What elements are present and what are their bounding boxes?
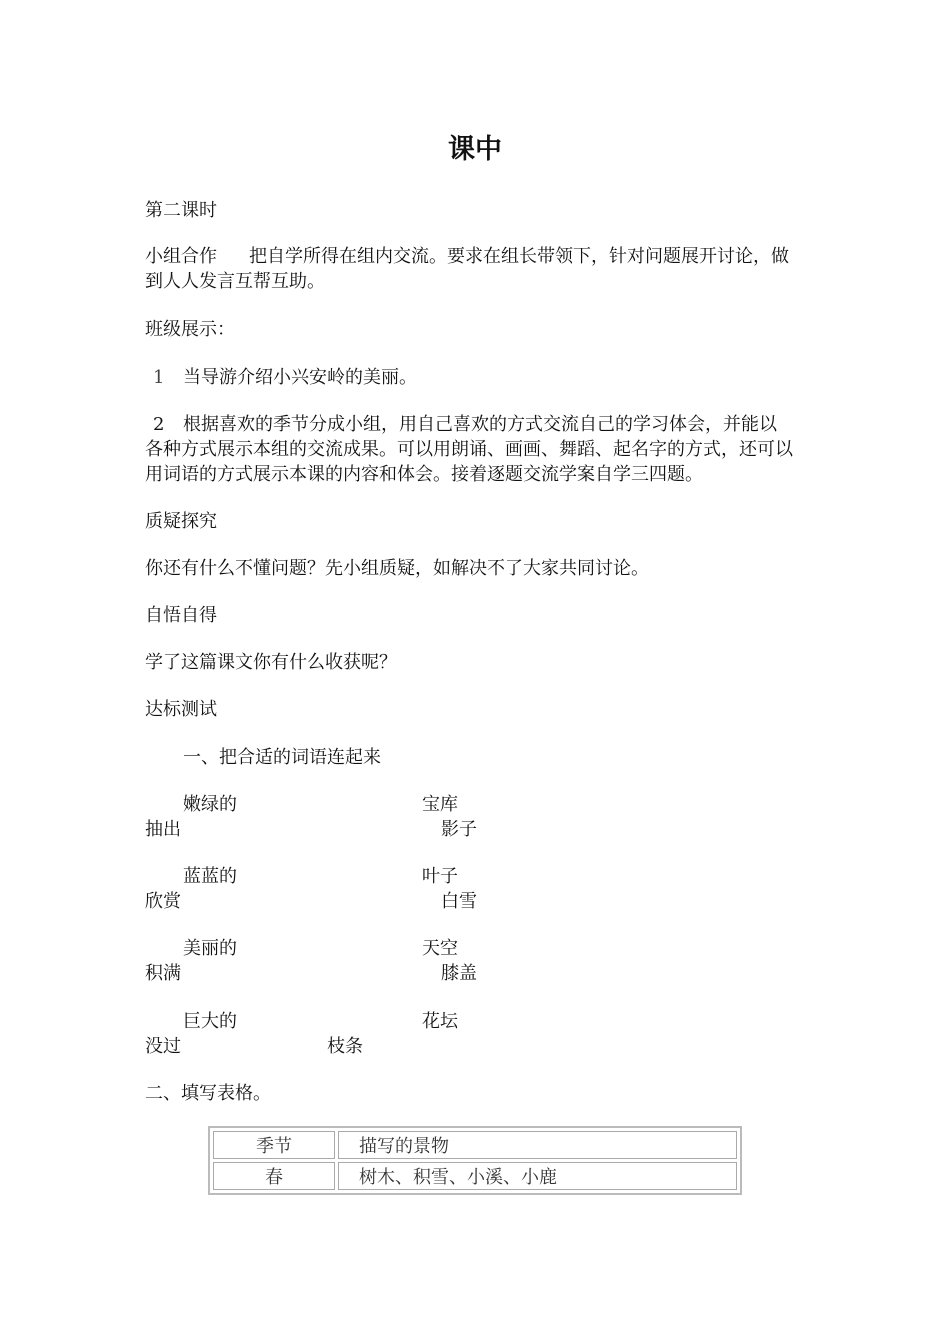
match-word: 积满 bbox=[145, 963, 181, 984]
match-word: 天空 bbox=[422, 938, 458, 959]
match-word: 蓝蓝的 bbox=[183, 866, 237, 887]
season-table bbox=[208, 1126, 742, 1195]
match-word: 欣赏 bbox=[145, 891, 181, 912]
group-work-text-line2: 到人人发言互帮互助。 bbox=[145, 271, 325, 292]
match-word: 没过 bbox=[145, 1036, 181, 1057]
reflection-heading: 自悟自得 bbox=[145, 605, 217, 626]
inquiry-text: 你还有什么不懂问题？先小组质疑，如解决不了大家共同讨论。 bbox=[145, 558, 649, 579]
table-row bbox=[213, 1162, 737, 1190]
match-word: 美丽的 bbox=[183, 938, 237, 959]
match-word: 花坛 bbox=[422, 1011, 458, 1032]
table-cell: 树木、积雪、小溪、小鹿 bbox=[338, 1162, 737, 1190]
table-header-row bbox=[213, 1131, 737, 1159]
match-word: 枝条 bbox=[327, 1036, 363, 1057]
test-heading: 达标测试 bbox=[145, 699, 217, 720]
page-title: 课中 bbox=[448, 134, 502, 165]
match-word: 白雪 bbox=[441, 891, 477, 912]
item2-number: 2 bbox=[153, 414, 165, 435]
match-word: 嫩绿的 bbox=[183, 794, 237, 815]
group-work-text-line1: 把自学所得在组内交流。要求在组长带领下，针对问题展开讨论，做 bbox=[249, 246, 789, 267]
match-word: 宝库 bbox=[422, 794, 458, 815]
match-word: 巨大的 bbox=[183, 1011, 237, 1032]
class-show-heading: 班级展示： bbox=[145, 319, 235, 340]
match-word: 影子 bbox=[441, 819, 477, 840]
lesson-label: 第二课时 bbox=[145, 200, 217, 221]
match-word: 膝盖 bbox=[441, 963, 477, 984]
table-header-cell: 描写的景物 bbox=[338, 1131, 737, 1159]
table-header-cell: 季节 bbox=[213, 1131, 335, 1159]
match-word: 抽出 bbox=[145, 819, 181, 840]
group-work-label: 小组合作 bbox=[145, 246, 217, 267]
question1-text: 一、把合适的词语连起来 bbox=[183, 747, 381, 768]
item2-text-line3: 用词语的方式展示本课的内容和体会。接着逐题交流学案自学三四题。 bbox=[145, 464, 703, 485]
table-cell: 春 bbox=[213, 1162, 335, 1190]
item1-number: 1 bbox=[153, 367, 165, 388]
item2-text-line1: 根据喜欢的季节分成小组，用自己喜欢的方式交流自己的学习体会，并能以 bbox=[183, 414, 777, 435]
inquiry-heading: 质疑探究 bbox=[145, 511, 217, 532]
question2-text: 二、填写表格。 bbox=[145, 1083, 271, 1104]
match-word: 叶子 bbox=[422, 866, 458, 887]
item1-text: 当导游介绍小兴安岭的美丽。 bbox=[183, 367, 417, 388]
reflection-text: 学了这篇课文你有什么收获呢？ bbox=[145, 652, 397, 673]
item2-text-line2: 各种方式展示本组的交流成果。可以用朗诵、画画、舞蹈、起名字的方式，还可以 bbox=[145, 439, 793, 460]
